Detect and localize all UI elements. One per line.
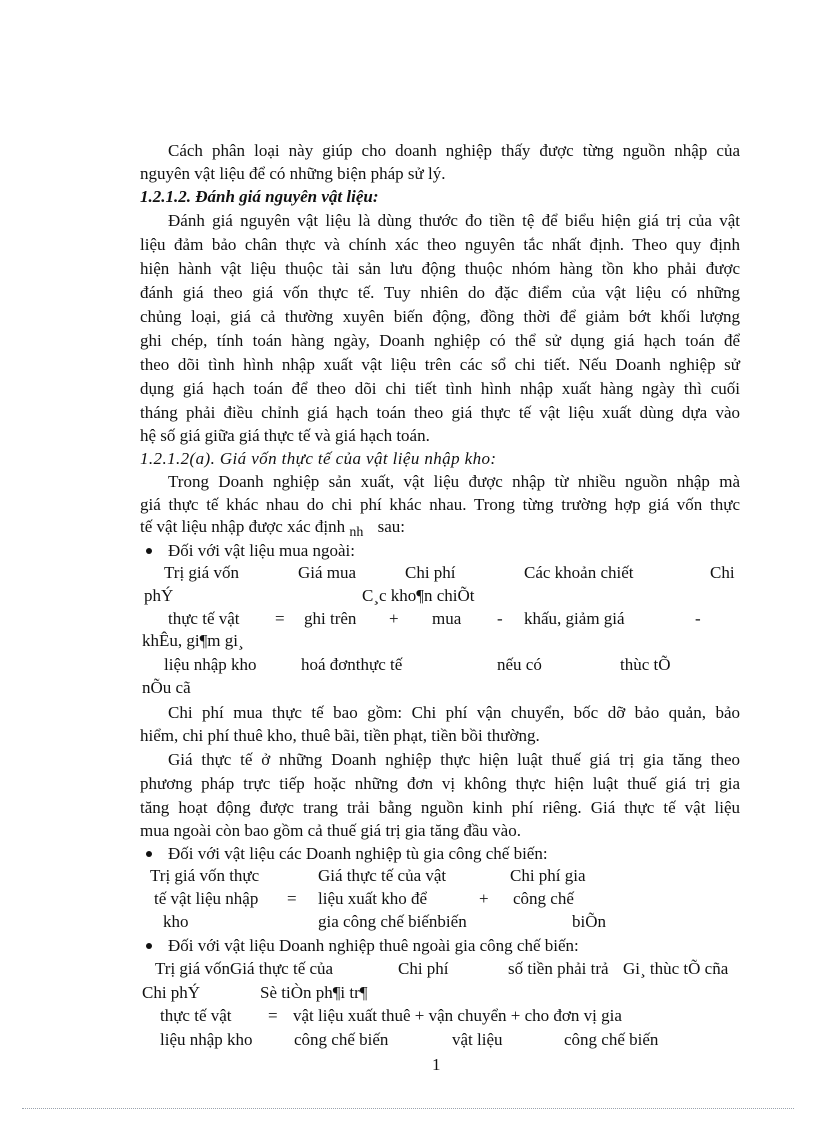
formula1-r5-c1: liệu nhập kho xyxy=(164,655,257,674)
formula1-r1-c2: Giá mua xyxy=(298,563,357,582)
page-number: 1 xyxy=(432,1055,441,1074)
formula1-r3-plus: + xyxy=(389,609,399,628)
formula2-r2-c3: công chế xyxy=(513,889,574,908)
para3-line-2: giá thực tế khác nhau do chi phí khác nhau. Trong từng trường hợp giá vốn thực xyxy=(140,495,740,514)
para1-line-2: nguyên vật liệu để có những biện pháp sử lý. xyxy=(140,164,446,183)
para2-line-7: theo dõi tình hình nhập xuất vật liệu trên các sổ chi tiết. Nếu Doanh nghiệp sử xyxy=(140,355,740,374)
formula3-r4-c1: liệu nhập kho xyxy=(160,1030,253,1049)
para2-line-3: hiện hành vật liệu thuộc tài sản lưu động thuộc nhóm hàng tồn kho phải được xyxy=(140,259,740,278)
para2-line-6: ghi chép, tính toán hàng ngày, Doanh nghiệp có thể sử dụng giá hạch toán để xyxy=(140,331,740,350)
formula3-r1-c2: Chi phí xyxy=(398,959,449,978)
para1-line-1: Cách phân loại này giúp cho doanh nghiệp thấy được từng nguồn nhập của xyxy=(168,141,740,160)
formula3-r4-c4: công chế biến xyxy=(564,1030,659,1049)
bullet-dot-icon xyxy=(146,943,152,949)
formula1-r5-c2: hoá đơnthực tế xyxy=(301,655,403,674)
bullet-text: Đối với vật liệu mua ngoài: xyxy=(168,541,355,560)
section-heading-1-2-1-2a: 1.2.1.2(a). Giá vốn thực tế của vật liệu nhập kho: xyxy=(140,449,497,468)
bullet-dot-icon xyxy=(146,851,152,857)
formula1-r3-minus-2: - xyxy=(695,609,701,628)
formula1-r6-c1: nÕu cã xyxy=(142,678,191,697)
formula1-r3-c3: mua xyxy=(432,609,462,628)
para3-line-1: Trong Doanh nghiệp sản xuất, vật liệu được nhập từ nhiều nguồn nhập mà xyxy=(168,472,740,491)
formula2-r1-c3: Chi phí gia xyxy=(510,866,586,885)
formula1-r5-c3: nếu có xyxy=(497,655,542,674)
formula1-r1-c1: Trị giá vốn xyxy=(164,563,239,582)
formula3-r1-c3: số tiền phải trả xyxy=(508,959,609,978)
formula2-r3-c1: kho xyxy=(163,912,189,931)
formula2-r3-c2: gia công chế biếnbiến xyxy=(318,912,467,931)
formula3-r1-c1: Trị giá vốnGiá thực tế của xyxy=(155,959,334,978)
formula1-r1-c4: Các khoản chiết xyxy=(524,563,634,582)
formula2-r2-c1: tế vật liệu nhập xyxy=(154,889,259,908)
formula3-r3-equals: = xyxy=(268,1006,278,1025)
formula1-r1-c3: Chi phí xyxy=(405,563,456,582)
para2-line-1: Đánh giá nguyên vật liệu là dùng thước đo tiền tệ để biểu hiện giá trị của vật xyxy=(168,211,740,230)
formula2-r1-c2: Giá thực tế của vật xyxy=(318,866,447,885)
para5-line-3: tăng hoạt động được trang trải bằng nguồn kinh phí riêng. Giá thực tế vật liệu xyxy=(140,798,740,817)
para5-line-4: mua ngoài còn bao gồm cả thuế giá trị gia tăng đầu vào. xyxy=(140,821,521,840)
formula1-r5-c4: thùc tÕ xyxy=(620,655,671,674)
para5-line-2: phương pháp trực tiếp hoặc những đơn vị không thực hiện luật thuế giá trị gia xyxy=(140,774,740,793)
formula2-r1-c1: Trị giá vốn thực xyxy=(150,866,260,885)
para2-line-9: tháng phải điều chỉnh giá hạch toán theo giá thực tế vật liệu xuất dùng dựa vào xyxy=(140,403,740,422)
formula3-r4-c2: công chế biến xyxy=(294,1030,389,1049)
formula3-r2-c2: Sè tiÒn ph¶i tr¶ xyxy=(260,983,368,1002)
formula3-r4-c3: vật liệu xyxy=(452,1030,503,1049)
formula1-r3-c1: thực tế vật xyxy=(168,609,240,628)
formula1-r2-c1: phÝ xyxy=(144,586,174,605)
formula3-r3-c2: vật liệu xuất thuê + vận chuyển + cho đơn vị gia xyxy=(293,1006,622,1025)
formula2-r2-c2: liệu xuất kho để xyxy=(318,889,428,908)
formula1-r4-c1: khÊu, gi¶m gi¸ xyxy=(142,631,244,650)
para4-line-1: Chi phí mua thực tế bao gồm: Chi phí vận chuyển, bốc dỡ bảo quản, bảo xyxy=(168,703,740,722)
formula2-r2-equals: = xyxy=(287,889,297,908)
para2-line-10: hệ số giá giữa giá thực tế và giá hạch toán. xyxy=(140,426,430,445)
formula3-r3-c1: thực tế vật xyxy=(160,1006,232,1025)
para5-line-1: Giá thực tế ở những Doanh nghiệp thực hiện luật thuế giá trị gia tăng theo xyxy=(168,750,740,769)
formula1-r3-equals: = xyxy=(275,609,285,628)
formula3-r2-c1: Chi phÝ xyxy=(142,983,201,1002)
para3-subscript: nh xyxy=(349,525,364,540)
formula1-r3-c2: ghi trên xyxy=(304,609,357,628)
section-heading-1-2-1-2: 1.2.1.2. Đánh giá nguyên vật liệu: xyxy=(140,187,379,206)
bullet-dot-icon xyxy=(146,548,152,554)
para4-line-2: hiểm, chi phí thuê kho, thuê bãi, tiền phạt, tiền bồi thường. xyxy=(140,726,540,745)
formula1-r1-c5: Chi xyxy=(710,563,735,582)
para3-line-3-end: sau: xyxy=(377,517,406,536)
bullet-text: Đối với vật liệu Doanh nghiệp thuê ngoài gia công chế biến: xyxy=(168,936,579,955)
formula1-r3-minus-1: - xyxy=(497,609,503,628)
para2-line-8: dụng giá hạch toán để theo dõi chi tiết tình hình nhập xuất hàng ngày thì cuối xyxy=(140,379,740,398)
formula3-r1-c4: Gi¸ thùc tÕ cña xyxy=(623,959,729,978)
formula2-r2-plus: + xyxy=(479,889,489,908)
para2-line-5: chủng loại, giá cả thường xuyên biến động, đồng thời để giảm bớt khối lượng xyxy=(140,307,740,326)
para3-line-3-text: tế vật liệu nhập được xác định xyxy=(140,517,346,536)
bullet-text: Đối với vật liệu các Doanh nghiệp tù gia công chế biến: xyxy=(168,844,548,863)
para2-line-4: đánh giá theo giá vốn thực tế. Tuy nhiên do đặc điểm của vật liệu có những xyxy=(140,283,740,302)
formula1-r2-c2: C¸c kho¶n chiÕt xyxy=(362,586,475,605)
para3-line-3 xyxy=(140,516,405,540)
formula2-r3-c3: biÕn xyxy=(572,912,606,931)
page-bottom-border xyxy=(22,1108,794,1109)
formula1-r3-c4: khấu, giảm giá xyxy=(524,609,625,628)
para2-line-2: liệu đảm bảo chân thực và chính xác theo nguyên tắc nhất định. Theo quy định xyxy=(140,235,740,254)
